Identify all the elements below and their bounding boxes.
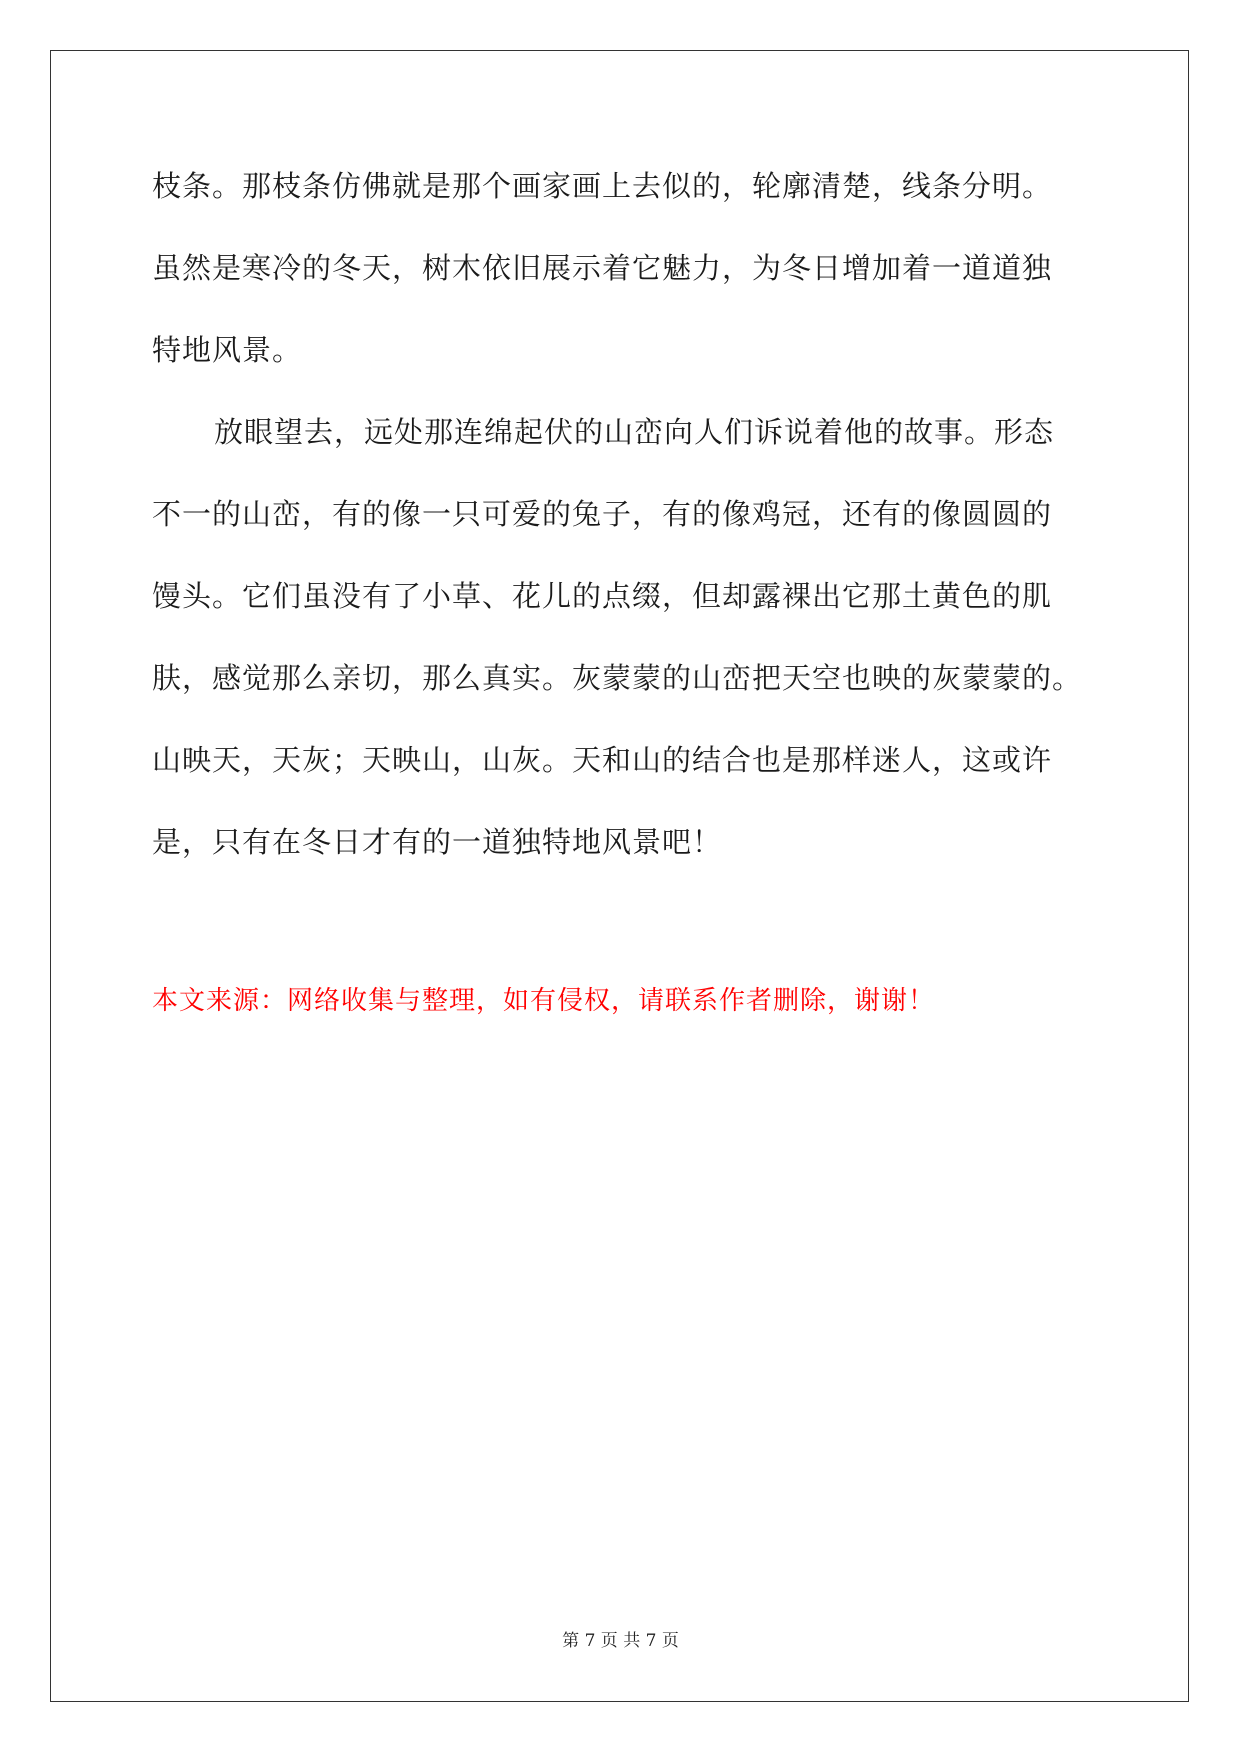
paragraph-line: 虽然是寒冷的冬天，树木依旧展示着它魅力，为冬日增加着一道道独 [152,251,1053,285]
paragraph-line: 不一的山峦，有的像一只可爱的兔子，有的像鸡冠，还有的像圆圆的 [152,497,1053,531]
paragraph-line: 放眼望去，远处那连绵起伏的山峦向人们诉说着他的故事。形态 [214,415,1055,449]
page-number: 第 7 页 共 7 页 [562,1631,679,1651]
paragraph-line: 枝条。那枝条仿佛就是那个画家画上去似的，轮廓清楚，线条分明。 [152,169,1053,203]
document-body [152,166,1102,904]
paragraph-line: 是，只有在冬日才有的一道独特地风景吧！ [152,825,723,859]
paragraph-line: 馒头。它们虽没有了小草、花儿的点缀，但却露裸出它那土黄色的肌 [152,579,1053,613]
paragraph-line: 山映天，天灰；天映山，山灰。天和山的结合也是那样迷人，这或许 [152,743,1053,777]
paragraph-line: 特地风景。 [152,333,303,367]
source-note: 本文来源：网络收集与整理，如有侵权，请联系作者删除，谢谢！ [152,986,936,1016]
paragraph-line: 肤，感觉那么亲切，那么真实。灰蒙蒙的山峦把天空也映的灰蒙蒙的。 [152,661,1083,695]
